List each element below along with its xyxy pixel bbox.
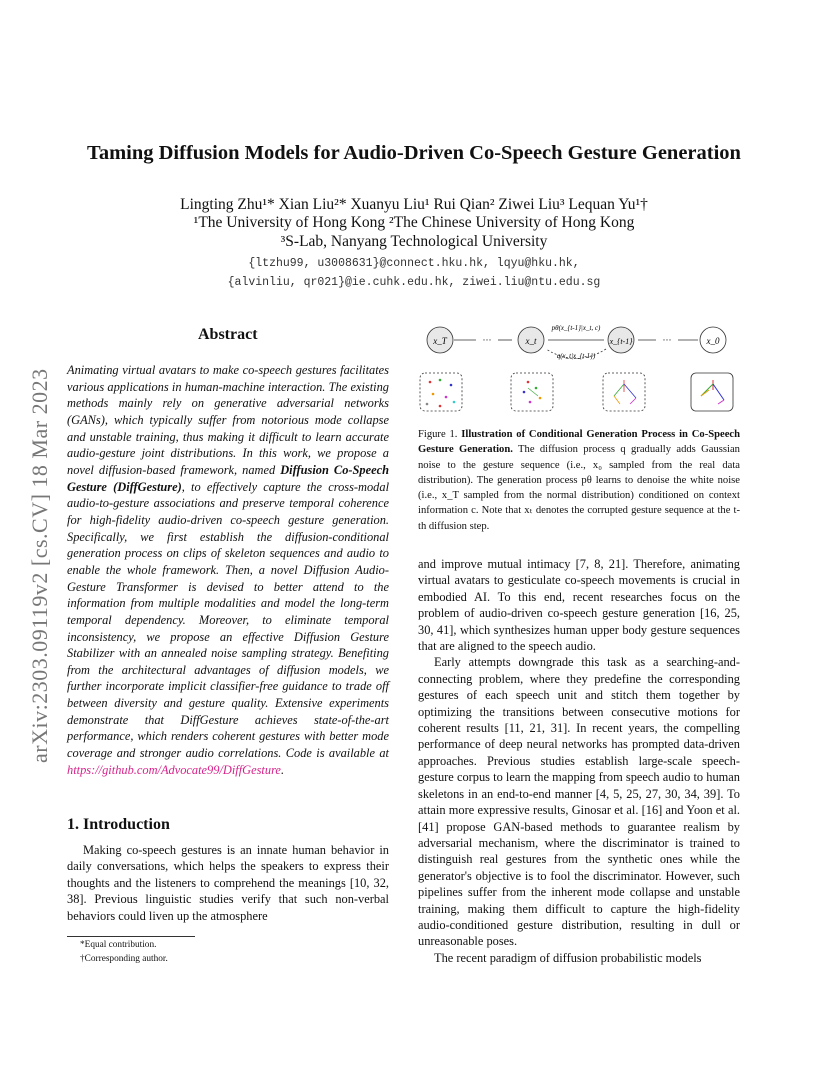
abstract-body: Animating virtual avatars to make co-speech gestures facilitates various applications in human-machine interaction. The existing methods mainly rely on generative adversarial networks (GANs), which typically suffer from notorious mode collapse and unstable training, thus making it difficult to learn accurate audio-gesture joint distributions. In this work, we propose a novel diffusion-based framework, named Diffusion Co-Speech Gesture (DiffGesture), to effectively capture the cross-modal audio-to-gesture associations and preserve temporal coherence for high-fidelity audio-driven co-speech gesture generation. Specifically, we first establish the diffusion-conditional generation process on clips of skeleton sequences and audio to enable the whole framework. Then, a novel Diffusion Audio-Gesture Transformer is devised to better attend to the information from multiple modalities and model the long-term temporal dependency. Moreover, to eliminate temporal inconsistency, we propose an effective Diffusion Gesture Stabilizer with an annealed noise sampling strategy. Benefiting from the architectural advantages of diffusion models, we further incorporate implicit classifier-free guidance to trade off between diversity and gesture quality. Extensive experiments demonstrate that DiffGesture achieves state-of-the-art performance, which renders coherent gestures with better mode coverage and stronger audio correlations. Code is available at https://github.com/Advocate99/DiffGesture. bbox=[67, 363, 390, 777]
generation-label: pθ(x_{t-1}|x_t, c) bbox=[551, 324, 601, 332]
paragraph: The recent paradigm of diffusion probabilistic models bbox=[434, 950, 702, 965]
abstract-heading: Abstract bbox=[198, 326, 258, 343]
node-label: x_{t-1} bbox=[609, 337, 633, 346]
figure-1-diffusion-diagram bbox=[416, 318, 742, 420]
footnote-rule bbox=[67, 936, 195, 937]
introduction-body: Making co-speech gestures is an innate human behavior in daily conversations, which helps the speakers to express their thoughts and the listeners to comprehend the meanings [10, 32, 38]. Previous linguistic studies verify that such non-verbal behaviors could liven up the atmosphere bbox=[67, 843, 389, 923]
clean-gesture-frame bbox=[691, 373, 733, 411]
author-list: Lingting Zhu¹* Xian Liu²* Xuanyu Liu¹ Rui Qian² Ziwei Liu³ Lequan Yu¹† bbox=[180, 196, 648, 213]
email-line-2: {alvinliu, qr021}@ie.cuhk.edu.hk, ziwei.liu@ntu.edu.sg bbox=[227, 276, 601, 289]
affiliation-line-1: ¹The University of Hong Kong ²The Chinese University of Hong Kong bbox=[193, 214, 635, 231]
node-label: x_t bbox=[525, 336, 537, 346]
node-label: x_0 bbox=[706, 336, 720, 346]
introduction-heading: 1. Introduction bbox=[67, 816, 170, 833]
email-line-1: {ltzhu99, u3008631}@connect.hku.hk, lqyu@hku.hk, bbox=[248, 257, 580, 270]
figure-1-caption: Figure 1. Illustration of Conditional Generation Process in Co-Speech Gesture Generation. The diffusion process q gradually adds Gaussian noise to the gesture sequence (i.e., x₀ sampled from the real data distribution). The generation process pθ learns to denoise the white noise (i.e., x_T sampled from the normal distribution) conditioned on context information c. Note that xₜ denotes the corrupted gesture sequence at the t-th diffusion step. bbox=[418, 429, 740, 532]
code-link[interactable]: https://github.com/Advocate99/DiffGesture bbox=[67, 762, 281, 777]
footnote-corresponding-author: †Corresponding author. bbox=[80, 954, 168, 964]
ellipsis: ··· bbox=[662, 335, 672, 345]
paragraph: and improve mutual intimacy [7, 8, 21]. Therefore, animating virtual avatars to gesticulate co-speech movements is crucial in embodied AI. To this end, recent researches focus on the problem of audio-driven co-speech gesture generation [16, 25, 30, 41], which synthesizes human upper body gesture sequences that are aligned to the speech audio. bbox=[418, 557, 740, 654]
arxiv-identifier: arXiv:2303.09119v2 [cs.CV] 18 Mar 2023 bbox=[27, 368, 52, 763]
right-column-body bbox=[418, 556, 740, 966]
skeleton-frames bbox=[420, 373, 733, 411]
ellipsis: ··· bbox=[482, 335, 492, 345]
diffusion-label: q(x_t|x_{t-1}) bbox=[556, 352, 596, 360]
method-name: Diffusion Co-Speech Gesture (DiffGesture) bbox=[67, 462, 389, 494]
paragraph: Early attempts downgrade this task as a searching-and-connecting problem, where they predefine the corresponding gestures of each speech unit and stitch them together by optimizing the transitions between consecutive motions for coherent results [11, 21, 31]. In recent years, the compelling performance of deep neural networks has prompted data-driven approaches. Previous studies establish large-scale speech-gesture corpus to learn the mapping from speech audio to human skeletons in an end-to-end manner [4, 5, 25, 27, 30, 34, 39]. To attain more expressive results, Ginosar et al. [16] and Yoon et al. [41] propose GAN-based methods to guarantee realism by adversarial mechanism, where the discriminator is trained to distinguish real gestures from the synthetic ones while the generator's objective is to fool the discriminator. However, such pipelines suffer from the inherent mode collapse and unstable training, making them difficult to capture the high-fidelity audio-conditioned gesture distribution, resulting in dull or unreasonable poses. bbox=[418, 655, 740, 949]
paper-title: Taming Diffusion Models for Audio-Driven Co-Speech Gesture Generation bbox=[87, 142, 741, 164]
skeleton-frame-xt bbox=[511, 373, 553, 411]
node-label: x_T bbox=[433, 336, 447, 346]
diffusion-chain bbox=[427, 324, 726, 360]
affiliation-line-2: ³S-Lab, Nanyang Technological University bbox=[280, 233, 548, 250]
footnote-equal-contribution: *Equal contribution. bbox=[80, 940, 157, 950]
